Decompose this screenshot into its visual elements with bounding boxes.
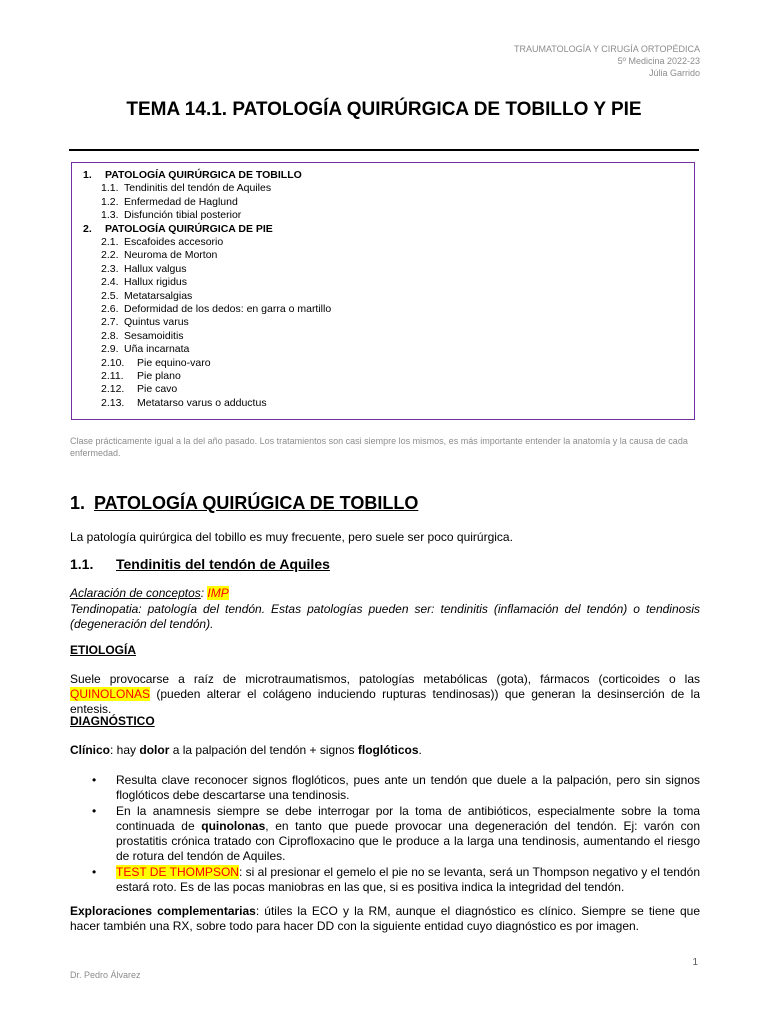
page-title: TEMA 14.1. PATOLOGÍA QUIRÚRGICA DE TOBILLO Y PIE: [126, 99, 642, 120]
toc-item-number: 2.6.: [101, 303, 119, 315]
toc-item-number: 1.3.: [101, 209, 119, 222]
toc-item-text: PATOLOGÍA QUIRÚRGICA DE PIE: [105, 222, 273, 235]
toc-item-number: 2.11.: [101, 370, 124, 382]
header-author: Júlia Garrido: [648, 68, 700, 78]
bullet-text-a: En la anamnesis siempre se debe interrogar por la toma de antibióticos, especialmente sobre la toma continuada de: [116, 804, 700, 833]
toc-item-number: 1.1.: [101, 182, 119, 195]
class-note: Clase prácticamente igual a la del año pasado. Los tratamientos son casi siempre los mismos, es más importante entender la anatomía y la causa de cada enfermedad.: [70, 436, 688, 458]
toc-item-text: Deformidad de los dedos: en garra o martillo: [124, 303, 332, 315]
section-number: 1.: [70, 493, 86, 513]
toc-item-text: Quintus varus: [124, 316, 189, 329]
etiologia-text-b: (pueden alterar el colágeno induciendo rupturas tendinosas)) que generan la desinserción de la entesis.: [70, 687, 700, 716]
table-of-contents: [71, 162, 695, 420]
quinolonas-bold: quinolonas: [201, 819, 266, 833]
toc-item-text: Disfunción tibial posterior: [124, 209, 242, 222]
quinolonas-highlight: QUINOLONAS: [70, 687, 151, 701]
clinico-text-2: a la palpación del tendón + signos: [169, 743, 358, 757]
flogoticos-text: floglóticos: [357, 743, 419, 757]
toc-item-number: 2.10.: [101, 356, 125, 369]
etiologia-paragraph: [70, 672, 700, 717]
aclaracion-label: Aclaración de conceptos: [70, 586, 201, 600]
toc-item-number: 2.7.: [101, 316, 119, 329]
toc-item-number: 2.3.: [101, 262, 119, 275]
diagnostico-heading-text: DIAGNÓSTICO: [70, 714, 155, 728]
etiologia-heading-text: ETIOLOGÍA: [70, 643, 136, 657]
toc-item-text: Hallux rigidus: [124, 276, 188, 289]
clinico-text-3: .: [418, 743, 422, 757]
bullet-dot: •: [92, 773, 97, 787]
running-header: [514, 43, 700, 79]
section-heading-1: [70, 493, 418, 514]
aclaracion-line: [70, 586, 700, 601]
clinico-text-1: : hay: [110, 743, 140, 757]
thompson-highlight: TEST DE THOMPSON: [116, 865, 239, 879]
toc-item-number: 2.12.: [101, 383, 125, 396]
tendinopatia-paragraph: Tendinopatia: patología del tendón. Estas patologías pueden ser: tendinitis (inflamación del tendón) o tendinosis (degeneración del tendón).: [70, 602, 700, 631]
bullet-dot: •: [92, 865, 97, 879]
toc-item-text: Neuroma de Morton: [124, 249, 218, 262]
toc-item-number: 2.5.: [101, 289, 119, 302]
toc-item-text: PATOLOGÍA QUIRÚRGICA DE TOBILLO: [105, 169, 302, 181]
toc-item-text: Enfermedad de Haglund: [124, 195, 238, 208]
etiologia-text-a: Suele provocarse a raíz de microtraumatismos, patologías metabólicas (gota), fármacos (corticoides o las: [70, 672, 700, 686]
list-item: [70, 773, 700, 803]
toc-item-number: 1.2.: [101, 195, 119, 208]
toc-item-number: 2.13.: [101, 396, 125, 409]
subsection-heading-1-1: [70, 556, 330, 572]
intro-paragraph: La patología quirúrgica del tobillo es muy frecuente, pero suele ser poco quirúrgica.: [70, 530, 513, 544]
toc-item-text: Sesamoiditis: [124, 329, 184, 342]
exploraciones-paragraph: [70, 904, 700, 934]
clinico-label: Clínico: [70, 743, 111, 757]
bullet-text: Resulta clave reconocer signos floglóticos, pues ante un tendón que duele a la palpación, pero sin signos floglóticos debe descartarse una tendinosis.: [116, 773, 700, 802]
section-title: PATOLOGÍA QUIRÚGICA DE TOBILLO: [94, 493, 419, 513]
toc-item-text: Pie cavo: [137, 383, 178, 396]
exploraciones-label: Exploraciones complementarias: [70, 904, 256, 918]
exploraciones-text: : útiles la ECO y la RM, aunque el diagnóstico es clínico. Siempre se tiene que hacer también una RX, sobre todo para hacer DD con la siguiente entidad cuyo diagnóstico es por imagen.: [70, 904, 700, 933]
clinico-paragraph: [70, 743, 700, 758]
header-course: 5º Medicina 2022-23: [617, 56, 700, 66]
aclaracion-sep: :: [200, 586, 208, 600]
toc-item-number: 2.9.: [101, 343, 119, 356]
subsection-title: Tendinitis del tendón de Aquiles: [116, 556, 330, 572]
toc-item-number: 2.1.: [101, 236, 119, 248]
footer-author: Dr. Pedro Álvarez: [70, 970, 141, 980]
diagnostico-heading: [70, 714, 700, 729]
imp-badge: IMP: [207, 586, 229, 600]
toc-item-text: Metatarsalgias: [124, 289, 193, 302]
list-item: [70, 804, 700, 864]
toc-item-number: 2.: [83, 222, 92, 235]
list-item: [70, 865, 700, 895]
bullet-text: : si al presionar el gemelo el pie no se levanta, será un Thompson negativo y el tendón estará roto. Es de las pocas maniobras en las que, si es positiva indica la integridad del tendón.: [116, 865, 701, 894]
toc-item-text: Hallux valgus: [124, 262, 187, 275]
dolor-text: dolor: [139, 743, 170, 757]
toc-item-number: 2.4.: [101, 276, 119, 289]
subsection-number: 1.1.: [70, 556, 94, 572]
toc-item-text: Escafoides accesorio: [124, 236, 224, 248]
toc-item-number: 1.: [83, 169, 92, 181]
toc-item-text: Pie equino-varo: [137, 356, 211, 369]
header-subject: TRAUMATOLOGÍA Y CIRUGÍA ORTOPÉDICA: [513, 44, 700, 54]
toc-item-number: 2.2.: [101, 249, 119, 262]
title-rule: [69, 149, 699, 151]
toc-item-number: 2.8.: [101, 329, 119, 342]
page-number: 1: [692, 957, 698, 968]
diagnostico-bullets: [70, 773, 700, 896]
bullet-text-b: , en tanto que puede provocar una degeneración del tendón. Ej: varón con prostatitis crónica tratado con Ciprofloxacino que le produce a la larga una tendinosis, aumentando el riesgo de rotura del tendón de Aquiles.: [116, 819, 701, 863]
toc-item-text: Uña incarnata: [124, 343, 190, 356]
toc-item-text: Pie plano: [137, 370, 181, 382]
etiologia-heading: [70, 643, 700, 658]
bullet-dot: •: [92, 804, 97, 818]
toc-item-text: Tendinitis del tendón de Aquiles: [124, 182, 272, 195]
toc-item-text: Metatarso varus o adductus: [137, 396, 267, 409]
